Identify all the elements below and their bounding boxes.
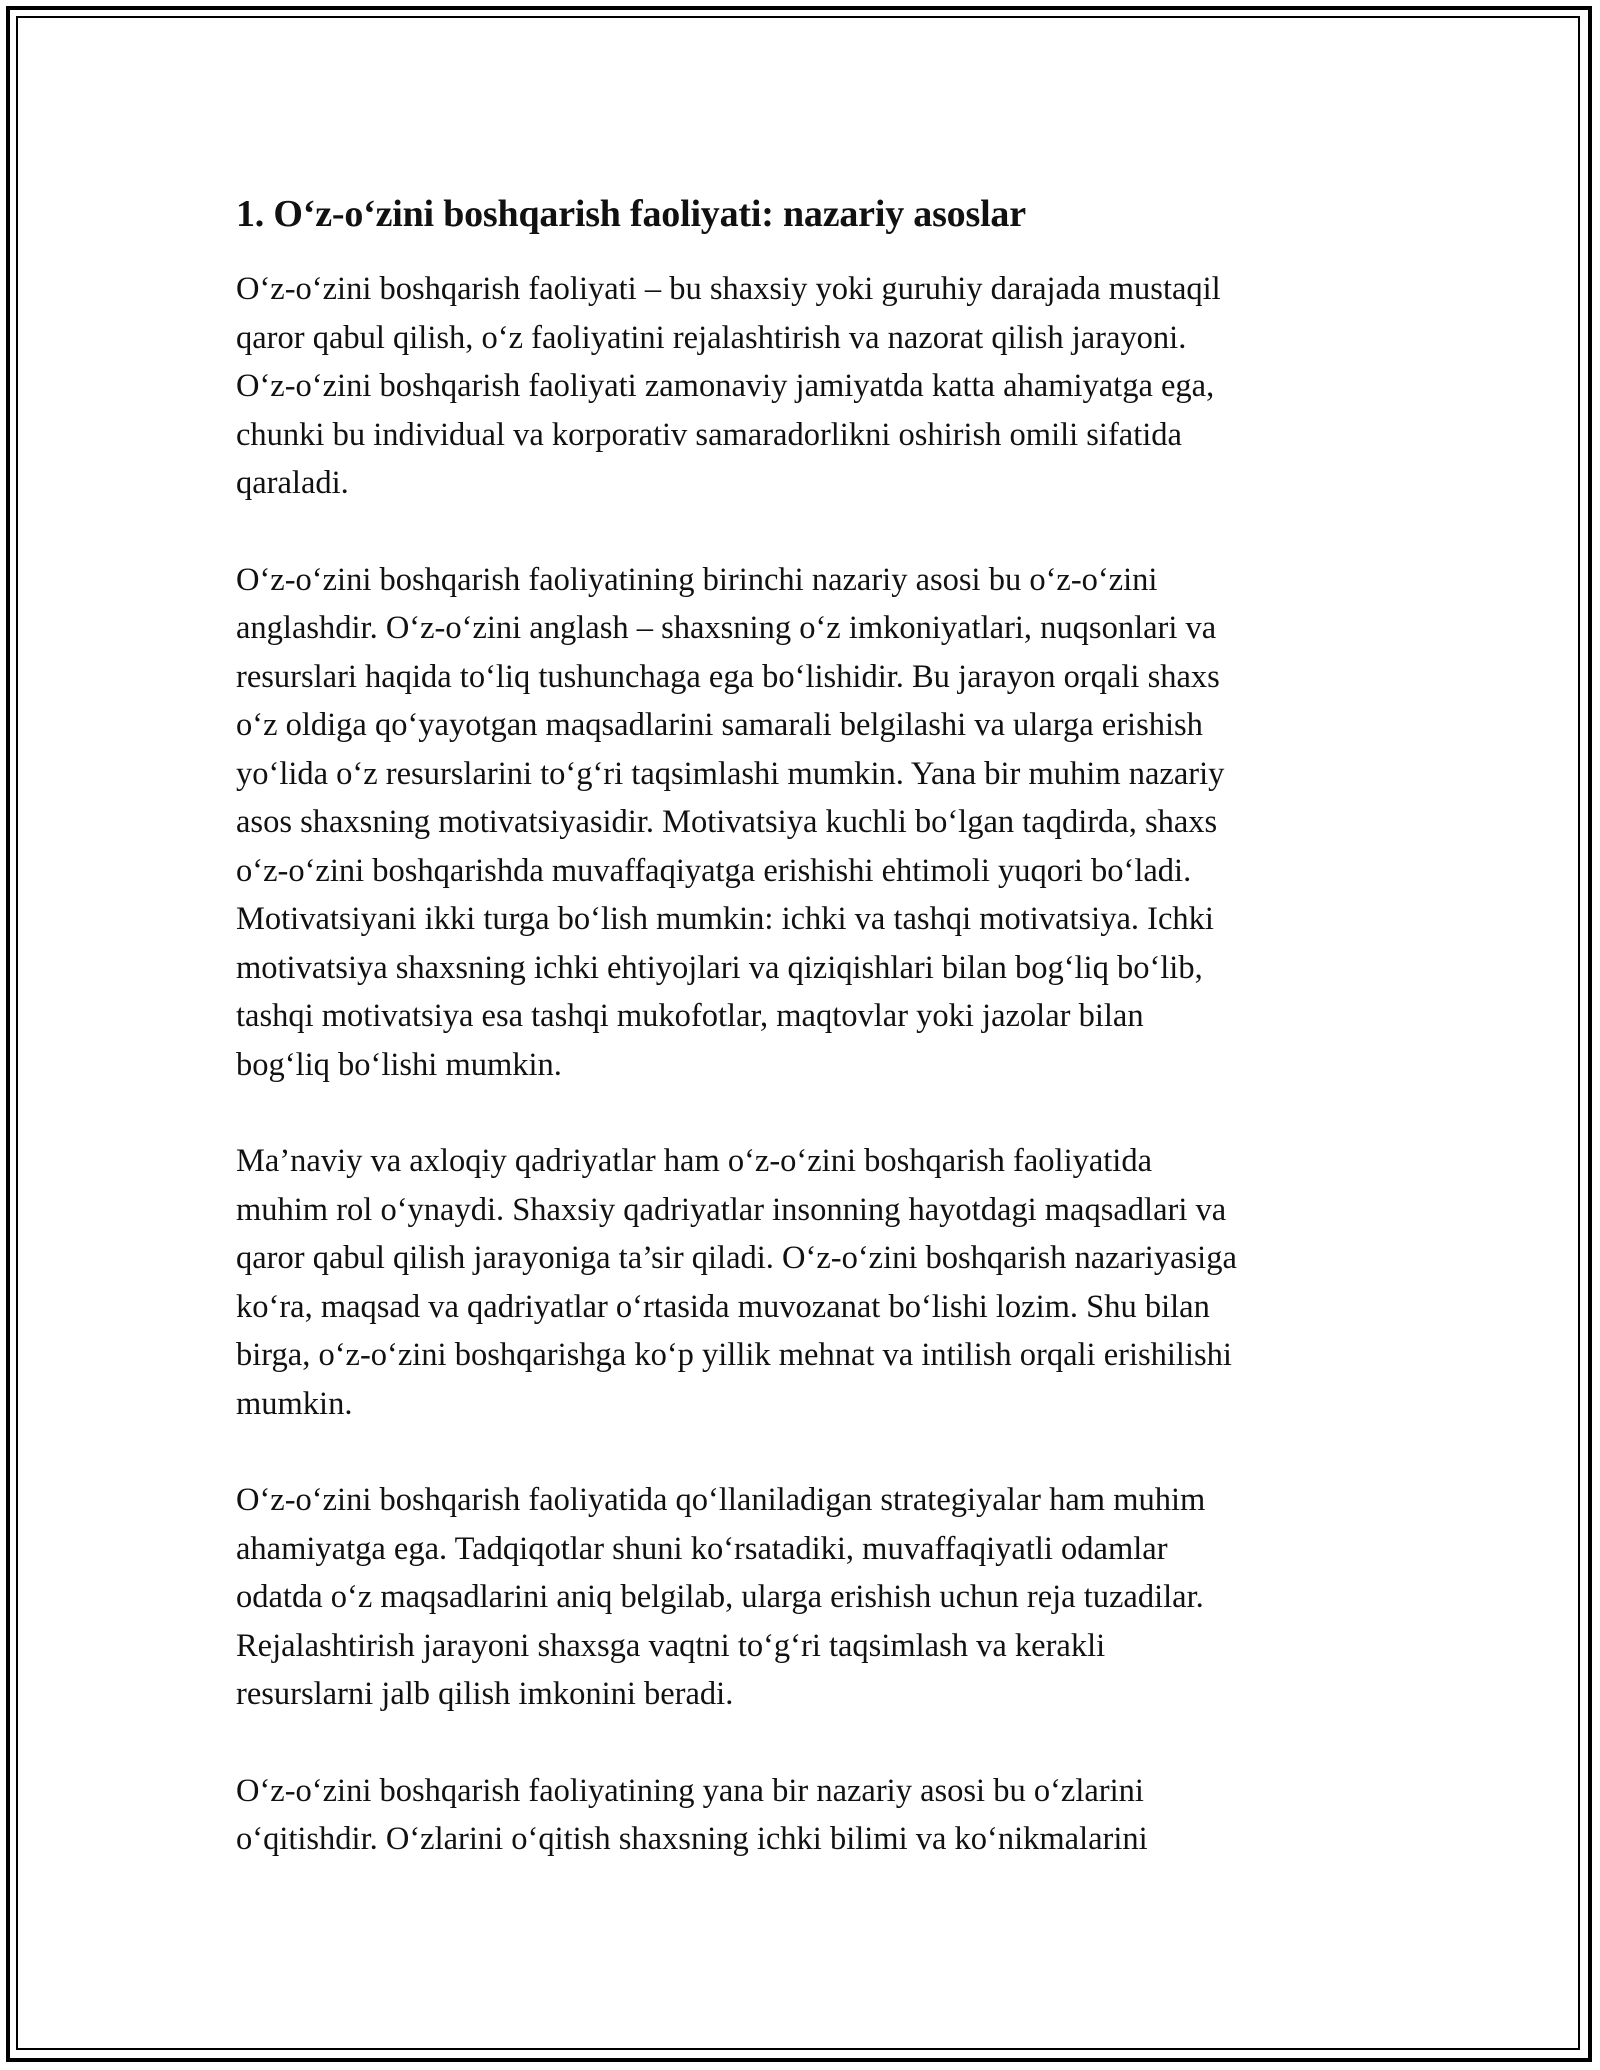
paragraph-values: Ma’naviy va axloqiy qadriyatlar ham o‘z-o‘zini boshqarish faoliyatida muhim rol o‘ynaydi. Shaxsiy qadriyatlar insonning hayotdagi maqsadlari va qaror qabul qilish jarayoniga ta’sir qiladi. O‘z-o‘zini boshqarish nazariyasiga ko‘ra, maqsad va qadriyatlar o‘rtasida muvozanat bo‘lishi lozim. Shu bilan birga, o‘z-o‘zini boshqarishga ko‘p yillik mehnat va intilish orqali erishilishi mumkin.	[236, 1143, 1237, 1422]
paragraph-strategies: O‘z-o‘zini boshqarish faoliyatida qo‘llaniladigan strategiyalar ham muhim ahamiyatga ega. Tadqiqotlar shuni ko‘rsatadiki, muvaffaqiyatli odamlar odatda o‘z maqsadlarini aniq belgilab, ularga erishish uchun reja tuzadilar. Rejalashtirish jarayoni shaxsga vaqtni to‘g‘ri taqsimlash va kerakli resurslarni jalb qilish imkonini beradi.	[236, 1482, 1206, 1712]
document-body	[236, 185, 1381, 1864]
paragraph-self-awareness-motivation: O‘z-o‘zini boshqarish faoliyatining birinchi nazariy asosi bu o‘z-o‘zini anglashdir. O‘z-o‘zini anglash – shaxsning o‘z imkoniyatlari, nuqsonlari va resurslari haqida to‘liq tushunchaga ega bo‘lishidir. Bu jarayon orqali shaxs o‘z oldiga qo‘yayotgan maqsadlarini samarali belgilashi va ularga erishish yo‘lida o‘z resurslarini to‘g‘ri taqsimlashi mumkin. Yana bir muhim nazariy asos shaxsning motivatsiyasidir. Motivatsiya kuchli bo‘lgan taqdirda, shaxs o‘z-o‘zini boshqarishda muvaffaqiyatga erishishi ehtimoli yuqori bo‘ladi. Motivatsiyani ikki turga bo‘lish mumkin: ichki va tashqi motivatsiya. Ichki motivatsiya shaxsning ichki ehtiyojlari va qiziqishlari bilan bog‘liq bo‘lib, tashqi motivatsiya esa tashqi mukofotlar, maqtovlar yoki jazolar bilan bog‘liq bo‘lishi mumkin.	[236, 561, 1225, 1083]
section-heading: 1. O‘z-o‘zini boshqarish faoliyati: nazariy asoslar	[236, 193, 1026, 235]
paragraph-self-education: O‘z-o‘zini boshqarish faoliyatining yana bir nazariy asosi bu o‘zlarini o‘qitishdir. O‘zlarini o‘qitish shaxsning ichki bilimi va ko‘nikmalarini	[236, 1772, 1148, 1857]
paragraph-definition: O‘z-o‘zini boshqarish faoliyati – bu shaxsiy yoki guruhiy darajada mustaqil qaror qabul qilish, o‘z faoliyatini rejalashtirish va nazorat qilish jarayoni. O‘z-o‘zini boshqarish faoliyati zamonaviy jamiyatda katta ahamiyatga ega, chunki bu individual va korporativ samaradorlikni oshirish omili sifatida qaraladi.	[236, 271, 1221, 501]
